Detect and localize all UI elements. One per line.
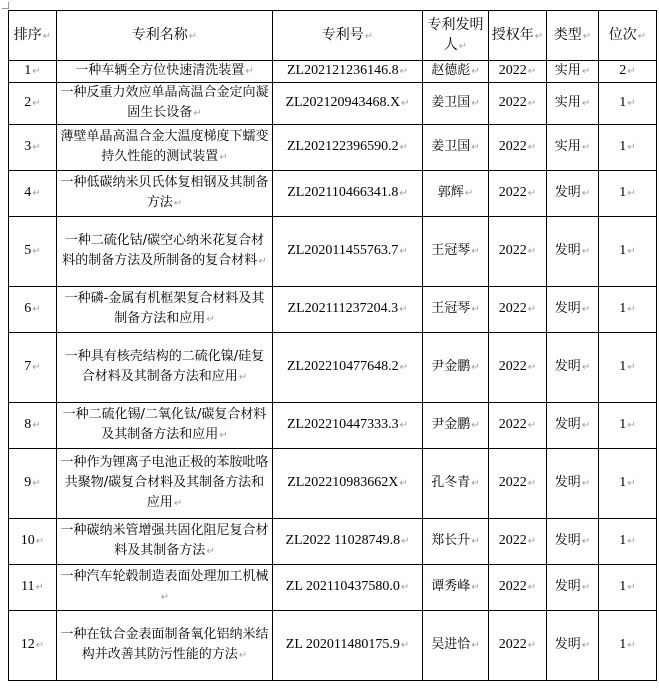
header-number: 专利号↵	[273, 11, 423, 61]
cell-type	[547, 83, 599, 125]
paragraph-mark-icon: ↵	[399, 188, 408, 199]
cell-text-inventor: 谭秀峰	[431, 579, 471, 594]
paragraph-mark-icon: ↵	[627, 640, 636, 651]
paragraph-mark-icon: ↵	[32, 362, 41, 373]
paragraph-mark-icon: ↵	[527, 188, 537, 199]
paragraph-mark-icon: ↵	[627, 304, 636, 315]
cell-text-number: ZL 202011480175.9	[285, 637, 400, 652]
paragraph-mark-icon: ↵	[206, 314, 215, 325]
cell-number	[273, 287, 423, 333]
paragraph-mark-icon: ↵	[627, 142, 636, 153]
cell-text-rank: 4	[24, 185, 32, 200]
cell-text-number: ZL2022 11028749.8	[285, 533, 401, 548]
cell-text-name: 一种碳纳米管增强共固化阻尼复合材料及其制备方法	[60, 523, 269, 558]
cell-text-position: 1	[619, 185, 627, 200]
cell-text-position: 1	[619, 417, 627, 432]
paragraph-mark-icon: ↵	[219, 152, 228, 163]
cell-rank	[9, 403, 57, 449]
table-row	[9, 61, 657, 83]
paragraph-mark-icon: ↵	[399, 362, 408, 373]
cell-type	[547, 403, 599, 449]
cell-name	[57, 403, 273, 449]
paragraph-mark-icon: ↵	[471, 98, 480, 109]
paragraph-mark-icon: ↵	[32, 142, 41, 153]
cell-text-type: 发明	[554, 533, 581, 548]
cell-number	[273, 83, 423, 125]
paragraph-mark-icon: ↵	[527, 98, 537, 109]
cell-text-year: 2022	[498, 579, 527, 594]
paragraph-mark-icon: ↵	[238, 650, 248, 661]
paragraph-mark-icon: ↵	[581, 98, 591, 109]
cell-inventor	[423, 217, 489, 287]
paragraph-mark-icon: ↵	[32, 420, 41, 431]
paragraph-mark-icon: ↵	[581, 582, 591, 593]
paragraph-mark-icon: ↵	[527, 362, 537, 373]
cell-text-inventor: 尹金鹏	[431, 359, 471, 374]
cell-year	[489, 565, 547, 611]
cell-text-number: ZL202210477648.2	[287, 359, 399, 374]
cell-text-inventor: 尹金鹏	[431, 417, 471, 432]
paragraph-mark-icon: ↵	[32, 188, 41, 199]
paragraph-mark-icon: ↵	[193, 108, 202, 119]
paragraph-mark-icon: ↵	[32, 246, 41, 257]
paragraph-mark-icon: ↵	[627, 188, 636, 199]
cell-number	[273, 565, 423, 611]
cell-number	[273, 403, 423, 449]
cell-inventor	[423, 287, 489, 333]
cell-position	[599, 333, 657, 403]
paragraph-mark-icon: ↵	[471, 640, 480, 651]
paragraph-mark-icon: ↵	[471, 142, 480, 153]
cell-text-inventor: 郑长升	[431, 533, 471, 548]
cell-text-position: 1	[619, 533, 627, 548]
cell-text-number: ZL202122396590.2	[287, 139, 399, 154]
cell-text-name: 一种反重力效应单晶高温合金定向凝固生长设备	[60, 85, 269, 120]
cell-rank	[9, 565, 57, 611]
table-row	[9, 611, 657, 681]
cell-text-name: 一种具有核壳结构的二硫化镍/硅复合材料及其制备方法和应用	[64, 349, 265, 384]
cell-text-position: 1	[619, 95, 627, 110]
cell-position	[599, 449, 657, 519]
cell-year	[489, 171, 547, 217]
cell-name	[57, 519, 273, 565]
cell-year	[489, 333, 547, 403]
paragraph-mark-icon: ↵	[527, 536, 537, 547]
paragraph-mark-icon: ↵	[627, 582, 636, 593]
header-name: 专利名称↵	[57, 11, 273, 61]
paragraph-mark-icon: ↵	[173, 498, 183, 509]
cell-text-year: 2022	[498, 185, 527, 200]
paragraph-mark-icon: ↵	[627, 362, 636, 373]
paragraph-mark-icon: ↵	[245, 66, 254, 77]
cell-position	[599, 565, 657, 611]
paragraph-mark-icon: ↵	[471, 478, 480, 489]
paragraph-mark-icon: ↵	[627, 246, 636, 257]
cell-year	[489, 403, 547, 449]
cell-number	[273, 449, 423, 519]
cell-type	[547, 171, 599, 217]
paragraph-mark-icon: ↵	[471, 304, 480, 315]
paragraph-mark-icon: ↵	[35, 640, 45, 651]
cell-name	[57, 565, 273, 611]
cell-text-rank: 2	[24, 95, 32, 110]
paragraph-mark-icon: ↵	[527, 582, 537, 593]
paragraph-mark-icon: ↵	[399, 142, 408, 153]
paragraph-mark-icon: ↵	[400, 640, 410, 651]
cell-text-year: 2022	[498, 139, 527, 154]
paragraph-mark-icon: ↵	[581, 246, 591, 257]
table-row	[9, 83, 657, 125]
cell-text-inventor: 吴进恰	[431, 637, 471, 652]
cell-text-year: 2022	[498, 63, 527, 78]
paragraph-mark-icon: ↵	[581, 362, 591, 373]
cell-text-type: 发明	[554, 579, 581, 594]
cell-name	[57, 333, 273, 403]
table-row	[9, 125, 657, 171]
paragraph-mark-icon: ↵	[401, 98, 410, 109]
table-row	[9, 171, 657, 217]
cell-text-inventor: 姜卫国	[431, 95, 471, 110]
cell-text-name: 一种低碳纳米贝氏体复相钢及其制备方法	[60, 175, 269, 210]
cell-rank	[9, 217, 57, 287]
table-row	[9, 403, 657, 449]
cell-type	[547, 61, 599, 83]
paragraph-mark-icon: ↵	[627, 478, 636, 489]
cell-year	[489, 519, 547, 565]
paragraph-mark-icon: ↵	[527, 420, 537, 431]
cell-text-position: 1	[619, 243, 627, 258]
patent-table	[8, 10, 657, 681]
paragraph-mark-icon: ↵	[206, 546, 215, 557]
cell-text-name: 一种磷-金属有机框架复合材料及其制备方法和应用	[64, 291, 265, 326]
paragraph-mark-icon: ↵	[399, 478, 408, 489]
paragraph-mark-icon: ↵	[471, 246, 480, 257]
cell-text-inventor: 赵德彪	[431, 63, 471, 78]
paragraph-mark-icon: ↵	[471, 536, 480, 547]
cell-text-number: ZL202210447333.3	[287, 417, 399, 432]
cell-name	[57, 61, 273, 83]
cell-position	[599, 217, 657, 287]
cell-name	[57, 217, 273, 287]
cell-text-rank: 7	[24, 359, 32, 374]
cell-text-year: 2022	[498, 359, 527, 374]
paragraph-mark-icon: ↵	[527, 246, 537, 257]
cell-position	[599, 61, 657, 83]
paragraph-mark-icon: ↵	[32, 478, 41, 489]
paragraph-mark-icon: ↵	[32, 304, 41, 315]
cell-text-number: ZL 202110437580.0	[285, 579, 400, 594]
cell-year	[489, 125, 547, 171]
paragraph-mark-icon: ↵	[627, 420, 636, 431]
cell-rank	[9, 171, 57, 217]
cell-text-position: 1	[619, 359, 627, 374]
paragraph-mark-icon: ↵	[581, 66, 591, 77]
cell-position	[599, 83, 657, 125]
table-row	[9, 287, 657, 333]
cell-position	[599, 519, 657, 565]
cell-text-position: 2	[619, 63, 627, 78]
cell-number	[273, 333, 423, 403]
cell-inventor	[423, 83, 489, 125]
cell-year	[489, 287, 547, 333]
table-row	[9, 333, 657, 403]
paragraph-mark-icon: ↵	[160, 592, 170, 603]
paragraph-mark-icon: ↵	[399, 66, 408, 77]
cell-text-year: 2022	[498, 95, 527, 110]
table-row	[9, 217, 657, 287]
cell-type	[547, 333, 599, 403]
cell-year	[489, 83, 547, 125]
cell-position	[599, 403, 657, 449]
cell-position	[599, 287, 657, 333]
cell-rank	[9, 333, 57, 403]
paragraph-mark-icon: ↵	[219, 430, 228, 441]
cell-text-type: 发明	[554, 185, 581, 200]
cell-text-position: 1	[619, 475, 627, 490]
paragraph-mark-icon: ↵	[399, 304, 408, 315]
table-row	[9, 519, 657, 565]
cell-type	[547, 287, 599, 333]
cell-type	[547, 565, 599, 611]
cell-year	[489, 217, 547, 287]
cell-type	[547, 611, 599, 681]
cell-text-rank: 11	[21, 579, 35, 594]
cell-name	[57, 125, 273, 171]
cell-inventor	[423, 333, 489, 403]
cell-text-name: 一种作为锂离子电池正极的苯胺吡咯共聚物/碳复合材料及其制备方法和应用	[60, 455, 269, 510]
cell-text-rank: 1	[24, 63, 32, 78]
cell-text-rank: 9	[24, 475, 32, 490]
cell-text-name: 一种二硫化锡/二氧化钛/碳复合材料及其制备方法和应用	[62, 407, 267, 442]
paragraph-mark-icon: ↵	[527, 478, 537, 489]
paragraph-mark-icon: ↵	[35, 582, 44, 593]
cell-text-position: 1	[619, 301, 627, 316]
cell-position	[599, 171, 657, 217]
cell-name	[57, 449, 273, 519]
paragraph-mark-icon: ↵	[581, 420, 591, 431]
cell-name	[57, 287, 273, 333]
paragraph-mark-icon: ↵	[627, 536, 636, 547]
paragraph-mark-icon: ↵	[527, 66, 537, 77]
cell-inventor	[423, 519, 489, 565]
table-header-row	[9, 11, 657, 61]
paragraph-mark-icon: ↵	[399, 420, 408, 431]
cell-rank	[9, 611, 57, 681]
header-inventor: 专利发明人↵	[423, 11, 489, 61]
cell-text-year: 2022	[498, 417, 527, 432]
cell-text-type: 发明	[554, 243, 581, 258]
cell-position	[599, 611, 657, 681]
cell-text-inventor: 王冠琴	[431, 301, 471, 316]
header-rank: 排序↵	[9, 11, 57, 61]
table-row	[9, 449, 657, 519]
paragraph-mark-icon: ↵	[464, 188, 474, 199]
cell-number	[273, 519, 423, 565]
cell-text-type: 发明	[554, 359, 581, 374]
cell-rank	[9, 287, 57, 333]
table-row	[9, 565, 657, 611]
header-type: 类型↵	[547, 11, 599, 61]
paragraph-mark-icon: ↵	[581, 188, 591, 199]
cell-rank	[9, 61, 57, 83]
paragraph-mark-icon: ↵	[527, 640, 537, 651]
cell-number	[273, 611, 423, 681]
cell-inventor	[423, 61, 489, 83]
cell-text-inventor: 郭辉	[437, 185, 464, 200]
cell-text-position: 1	[619, 579, 627, 594]
cell-rank	[9, 125, 57, 171]
cell-text-number: ZL202110466341.8	[287, 185, 399, 200]
cell-text-inventor: 王冠琴	[431, 243, 471, 258]
cell-text-rank: 8	[24, 417, 32, 432]
paragraph-mark-icon: ↵	[581, 478, 591, 489]
cell-inventor	[423, 611, 489, 681]
cell-number	[273, 171, 423, 217]
cell-name	[57, 83, 273, 125]
cell-text-type: 发明	[554, 637, 581, 652]
page-corner-mark	[2, 2, 9, 9]
paragraph-mark-icon: ↵	[527, 304, 537, 315]
cell-text-year: 2022	[498, 243, 527, 258]
cell-inventor	[423, 449, 489, 519]
paragraph-mark-icon: ↵	[401, 536, 410, 547]
cell-text-year: 2022	[498, 533, 527, 548]
cell-text-number: ZL202210983662X	[287, 475, 399, 490]
cell-text-name: 一种车辆全方位快速清洗装置	[75, 63, 245, 78]
paragraph-mark-icon: ↵	[627, 98, 636, 109]
cell-text-type: 实用	[554, 95, 581, 110]
cell-text-year: 2022	[498, 637, 527, 652]
paragraph-mark-icon: ↵	[581, 640, 591, 651]
cell-text-rank: 6	[24, 301, 32, 316]
cell-text-rank: 5	[24, 243, 32, 258]
paragraph-mark-icon: ↵	[258, 256, 267, 267]
cell-number	[273, 125, 423, 171]
cell-text-position: 1	[619, 139, 627, 154]
header-year: 授权年↵	[489, 11, 547, 61]
header-position: 位次↵	[599, 11, 657, 61]
cell-text-name: 一种在钛合金表面制备氧化铝纳米结构并改善其防污性能的方法	[60, 627, 269, 662]
paragraph-mark-icon: ↵	[32, 98, 41, 109]
paragraph-mark-icon: ↵	[627, 66, 636, 77]
paragraph-mark-icon: ↵	[471, 582, 480, 593]
paragraph-mark-icon: ↵	[581, 536, 591, 547]
paragraph-mark-icon: ↵	[527, 142, 537, 153]
cell-text-year: 2022	[498, 301, 527, 316]
cell-text-type: 实用	[554, 139, 581, 154]
paragraph-mark-icon: ↵	[32, 66, 41, 77]
cell-inventor	[423, 565, 489, 611]
paragraph-mark-icon: ↵	[581, 304, 591, 315]
paragraph-mark-icon: ↵	[400, 582, 410, 593]
cell-text-type: 发明	[554, 475, 581, 490]
cell-text-number: ZL202121236146.8	[287, 63, 399, 78]
cell-inventor	[423, 171, 489, 217]
cell-text-inventor: 孔冬青	[431, 475, 471, 490]
cell-rank	[9, 83, 57, 125]
cell-text-type: 发明	[554, 417, 581, 432]
cell-name	[57, 171, 273, 217]
paragraph-mark-icon: ↵	[399, 246, 408, 257]
paragraph-mark-icon: ↵	[35, 536, 45, 547]
cell-text-rank: 10	[20, 533, 35, 548]
paragraph-mark-icon: ↵	[581, 142, 591, 153]
cell-text-number: ZL202011455763.7	[287, 243, 399, 258]
cell-name	[57, 611, 273, 681]
cell-position	[599, 125, 657, 171]
cell-year	[489, 611, 547, 681]
cell-rank	[9, 519, 57, 565]
cell-inventor	[423, 125, 489, 171]
cell-text-inventor: 姜卫国	[431, 139, 471, 154]
cell-text-name: 一种汽车轮毂制造表面处理加工机械	[60, 569, 269, 584]
paragraph-mark-icon: ↵	[471, 66, 480, 77]
cell-type	[547, 125, 599, 171]
cell-type	[547, 217, 599, 287]
cell-type	[547, 449, 599, 519]
paragraph-mark-icon: ↵	[238, 372, 248, 383]
cell-number	[273, 217, 423, 287]
cell-text-type: 实用	[554, 63, 581, 78]
cell-text-number: ZL202120943468.X	[285, 95, 401, 110]
cell-type	[547, 519, 599, 565]
cell-text-rank: 12	[20, 637, 35, 652]
paragraph-mark-icon: ↵	[173, 198, 183, 209]
cell-inventor	[423, 403, 489, 449]
cell-year	[489, 61, 547, 83]
cell-text-rank: 3	[24, 139, 32, 154]
paragraph-mark-icon: ↵	[471, 420, 480, 431]
paragraph-mark-icon: ↵	[471, 362, 480, 373]
cell-number	[273, 61, 423, 83]
cell-text-number: ZL202111237204.3	[287, 301, 399, 316]
cell-year	[489, 449, 547, 519]
cell-text-name: 一种二硫化钴/碳空心纳米花复合材料的制备方法及所制备的复合材料	[62, 233, 265, 268]
cell-text-position: 1	[619, 637, 627, 652]
cell-text-name: 薄壁单晶高温合金大温度梯度下蠕变持久性能的测试装置	[60, 129, 269, 164]
cell-text-type: 发明	[554, 301, 581, 316]
cell-text-year: 2022	[498, 475, 527, 490]
cell-rank	[9, 449, 57, 519]
